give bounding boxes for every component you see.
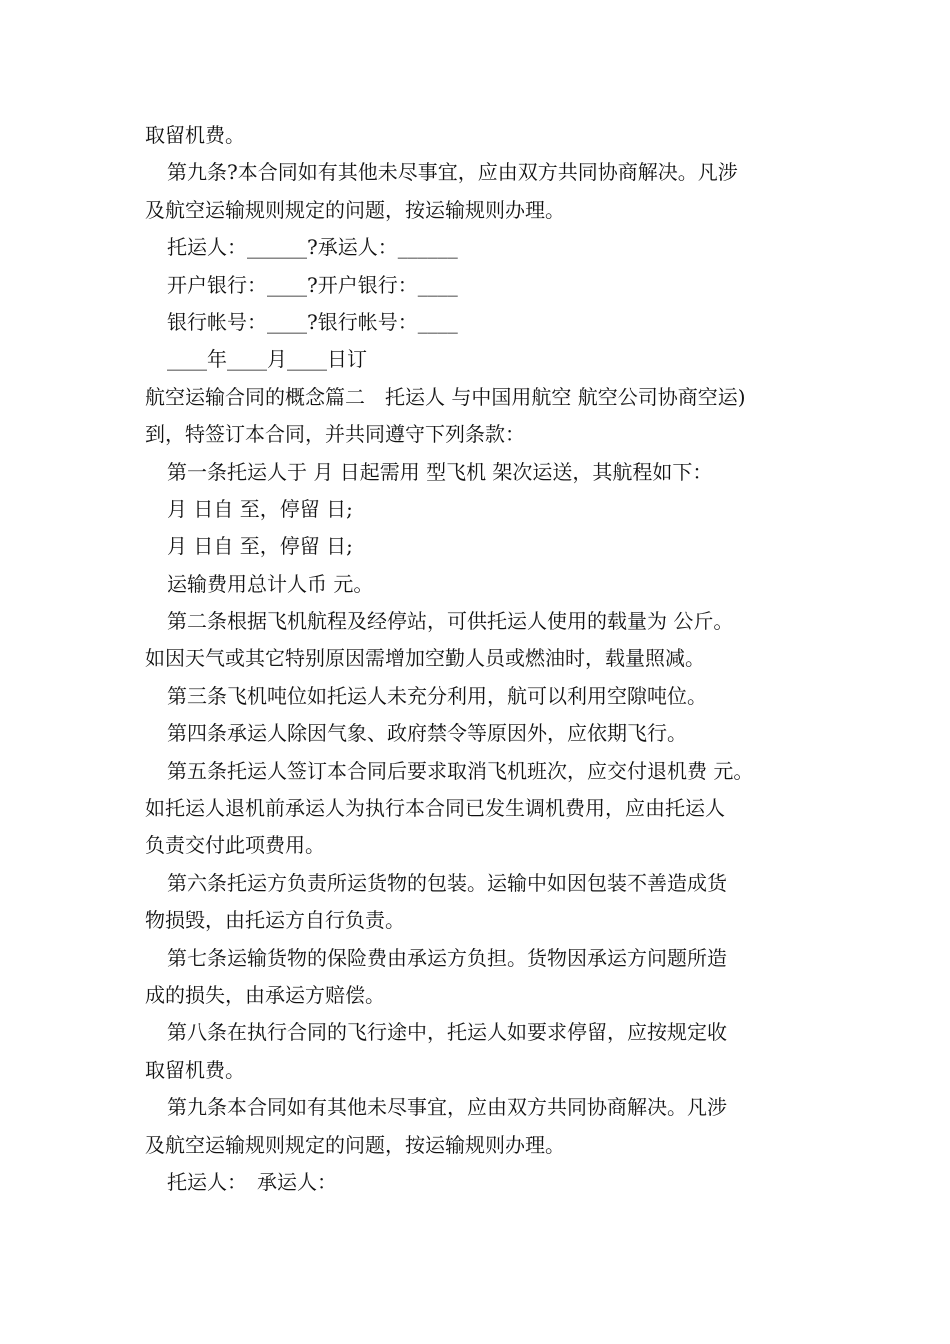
text-line: 成的损失，由承运方赔偿。 [145,982,385,1007]
text-line: 第二条根据飞机航程及经停站，可供托运人使用的载量为 公斤。 [167,609,734,634]
text-line: 银行帐号：____?银行帐号：____ [167,309,458,334]
text-line: 月 日自 至，停留 日; [167,496,353,521]
text-line: 第七条运输货物的保险费由承运方负担。货物因承运方问题所造 [167,945,727,970]
text-line: ____年____月____日订 [167,347,367,372]
text-line: 航空运输合同的概念篇二 托运人 与中国用航空 航空公司协商空运) [145,384,746,409]
text-line: 第一条托运人于 月 日起需用 型飞机 架次运送，其航程如下： [167,459,713,484]
text-line: 第五条托运人签订本合同后要求取消飞机班次，应交付退机费 元。 [167,758,754,783]
text-line: 第四条承运人除因气象、政府禁令等原因外，应依期飞行。 [167,721,687,746]
text-line: 月 日自 至，停留 日; [167,534,353,559]
text-line: 第六条托运方负责所运货物的包装。运输中如因包装不善造成货 [167,870,727,895]
text-line: 第三条飞机吨位如托运人未充分利用，航可以利用空隙吨位。 [167,683,707,708]
text-line: 第九条?本合同如有其他未尽事宜，应由双方共同协商解决。凡涉 [167,160,738,185]
text-line: 及航空运输规则规定的问题，按运输规则办理。 [145,1132,565,1157]
text-line: 到，特签订本合同，并共同遵守下列条款： [145,422,525,447]
text-line: 第八条在执行合同的飞行途中，托运人如要求停留，应按规定收 [167,1020,727,1045]
text-line: 运输费用总计人币 元。 [167,571,374,596]
text-line: 托运人： 承运人： [167,1169,337,1194]
text-line: 如因天气或其它特别原因需增加空勤人员或燃油时，载量照减。 [145,646,705,671]
text-line: 及航空运输规则规定的问题，按运输规则办理。 [145,197,565,222]
text-line: 如托运人退机前承运人为执行本合同已发生调机费用，应由托运人 [145,796,725,821]
text-line: 开户银行：____?开户银行：____ [167,272,458,297]
document-body [145,117,810,1201]
text-line: 取留机费。 [145,123,245,147]
text-line: 托运人：______?承运人：______ [167,235,458,260]
text-line: 物损毁，由托运方自行负责。 [145,908,405,933]
text-line: 取留机费。 [145,1057,245,1082]
text-line: 负责交付此项费用。 [145,833,325,858]
text-line: 第九条本合同如有其他未尽事宜，应由双方共同协商解决。凡涉 [167,1095,727,1120]
